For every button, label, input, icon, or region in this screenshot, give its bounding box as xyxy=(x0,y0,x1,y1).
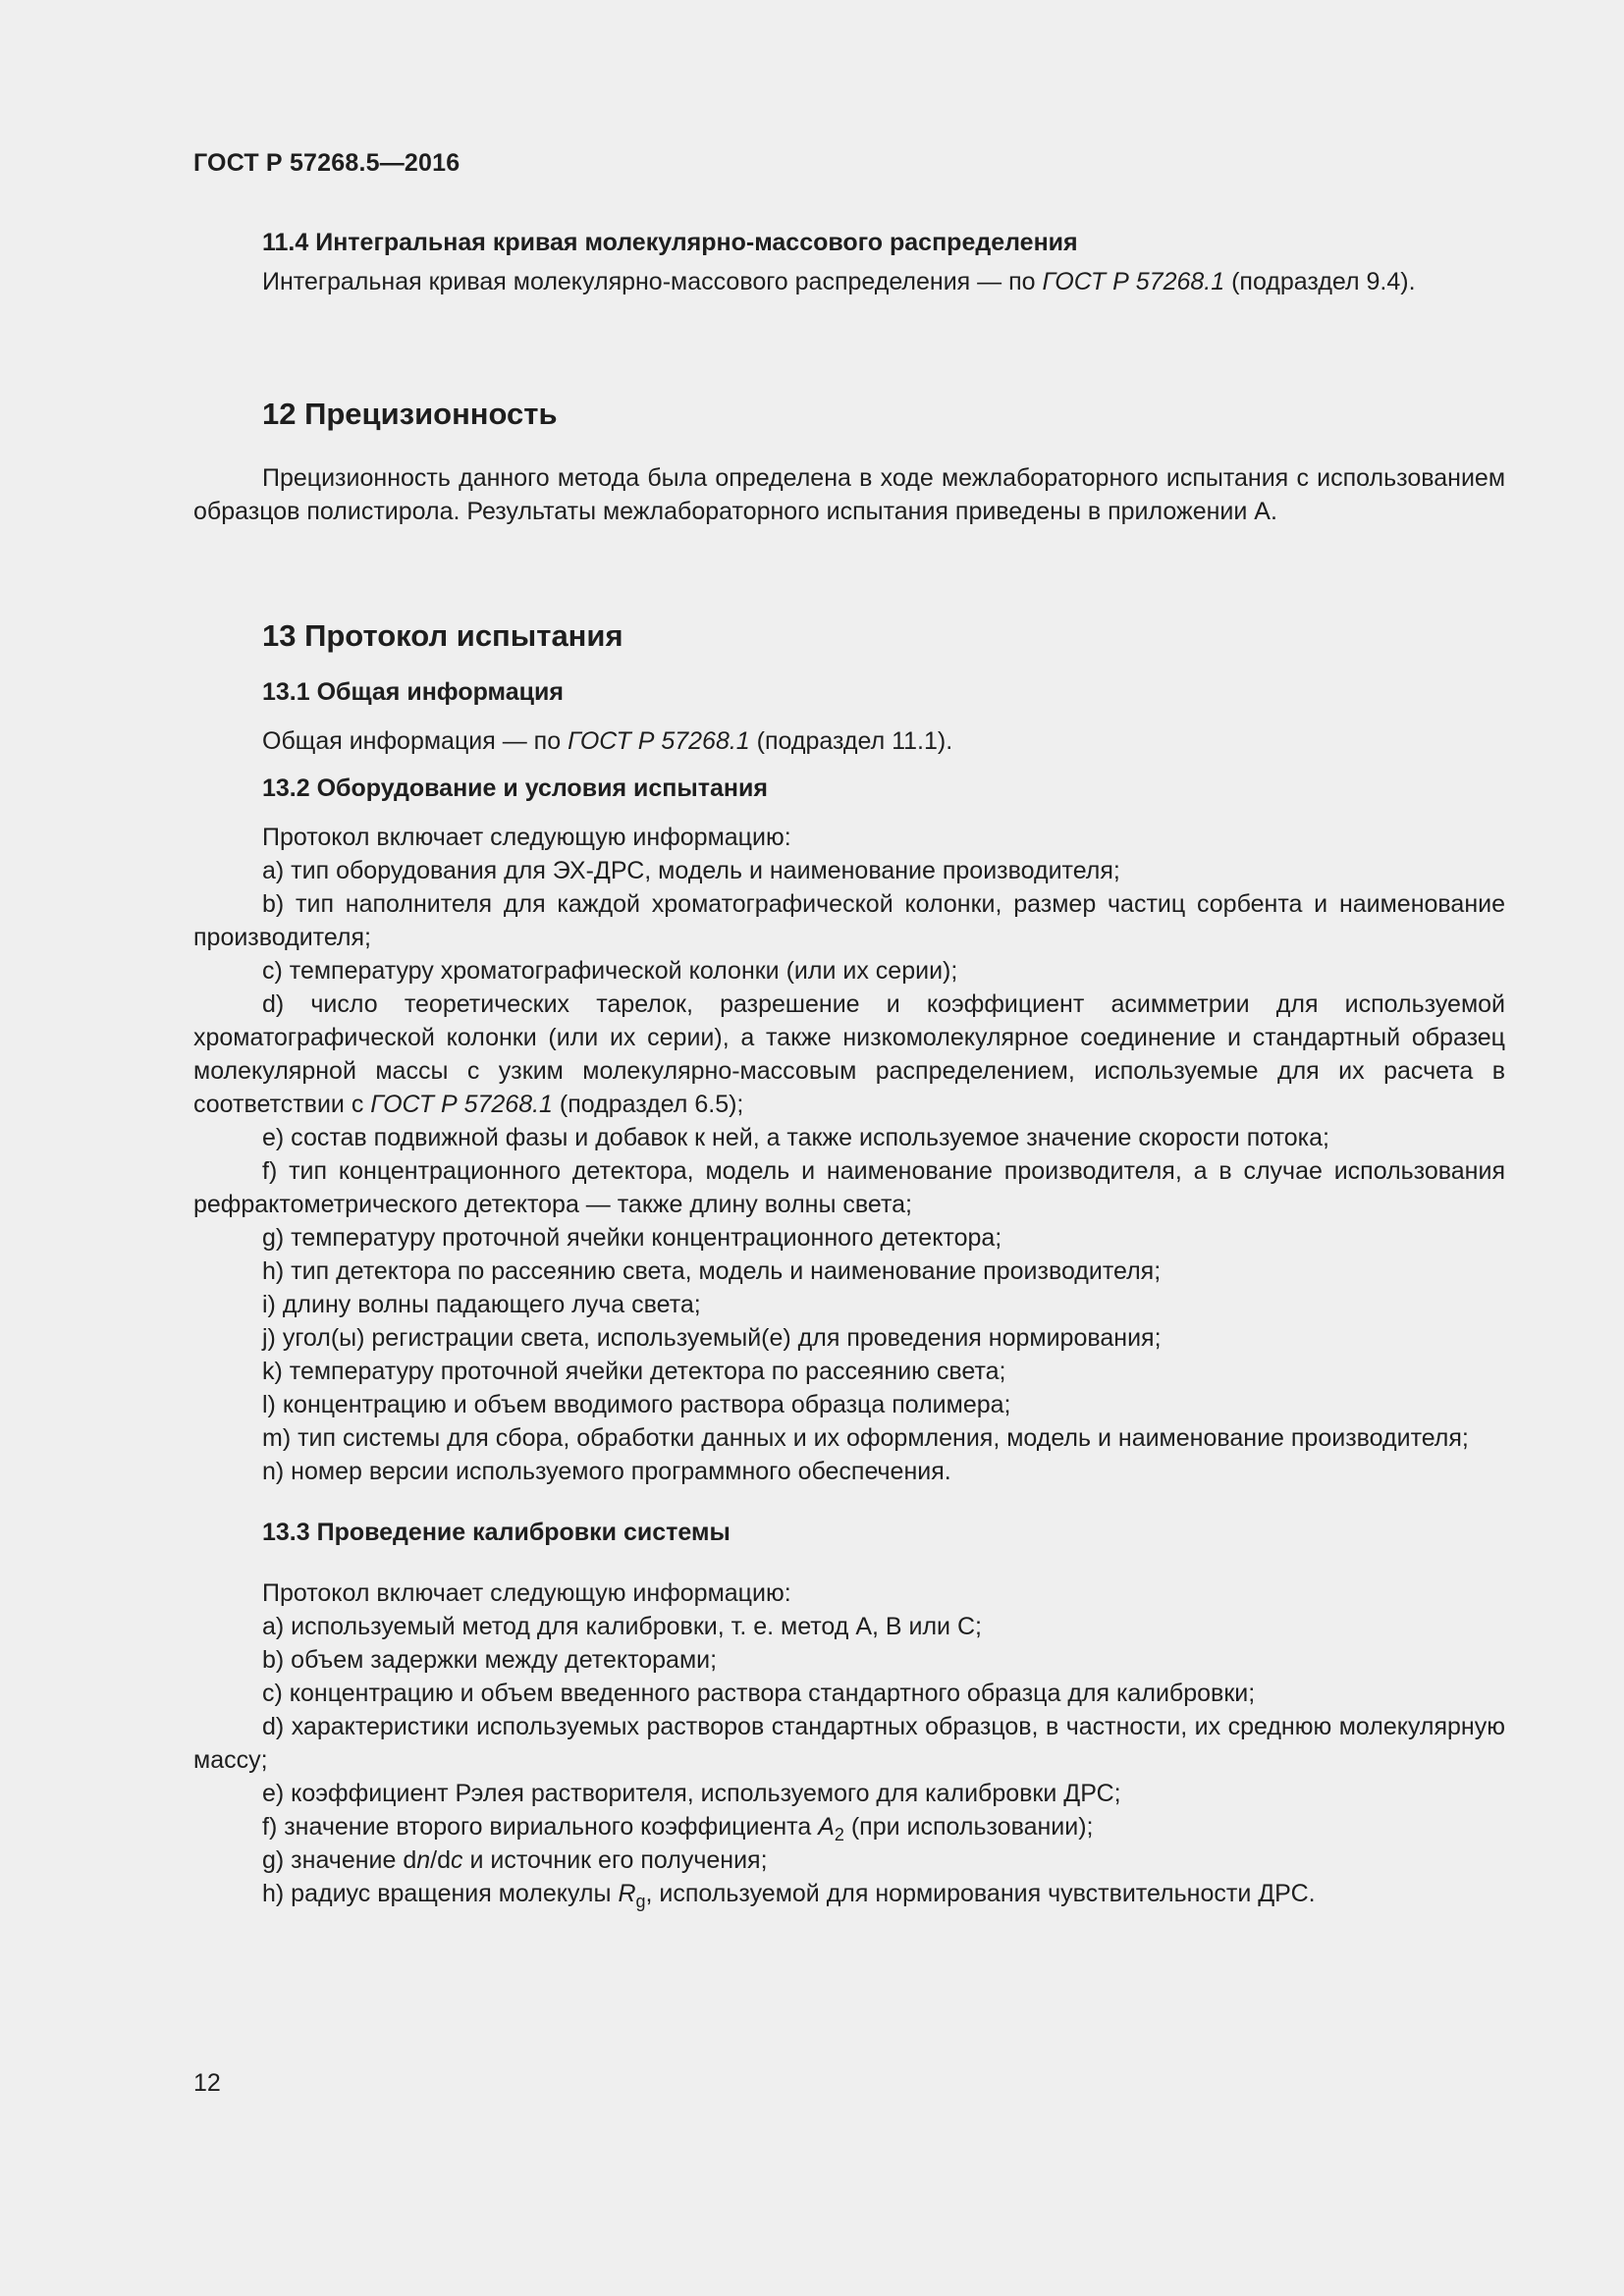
item-list xyxy=(193,821,1505,1488)
list-item: n) номер версии используемого программного обеспечения. xyxy=(262,1458,951,1485)
list-item: b) объем задержки между детекторами; xyxy=(262,1646,718,1674)
list-intro: Протокол включает следующую информацию: xyxy=(262,824,791,851)
list-item: l) концентрацию и объем вводимого раствора образца полимера; xyxy=(262,1391,1011,1418)
subsection-heading: 13.3 Проведение калибровки системы xyxy=(262,1519,731,1546)
text: Интегральная кривая молекулярно-массового распределения — по xyxy=(262,268,1043,295)
list-item: a) тип оборудования для ЭХ-ДРС, модель и наименование производителя; xyxy=(262,857,1120,884)
standard-reference: ГОСТ Р 57268.1 xyxy=(1042,268,1225,295)
text: g) значение d xyxy=(262,1846,417,1874)
subscript: 2 xyxy=(834,1825,844,1844)
list-item xyxy=(193,1810,1505,1843)
paragraph: Прецизионность данного метода была определена в ходе межлабораторного испытания с использованием образцов полистирола. Результаты межлабораторного испытания приведены в приложении А. xyxy=(193,464,1505,525)
text: (подраздел 9.4). xyxy=(1224,268,1416,295)
text: и источник его получения; xyxy=(462,1846,768,1874)
item-list xyxy=(193,1576,1505,1910)
symbol: c xyxy=(451,1846,463,1874)
subsection-heading: 13.1 Общая информация xyxy=(262,678,564,706)
section-heading: 13 Протокол испытания xyxy=(262,618,623,653)
list-item: i) длину волны падающего луча света; xyxy=(262,1291,701,1318)
list-item: c) температуру хроматографической колонки (или их серии); xyxy=(262,957,958,985)
list-item: d) характеристики используемых растворов стандартных образцов, в частности, их среднюю молекулярную массу; xyxy=(193,1713,1505,1774)
list-intro: Протокол включает следующую информацию: xyxy=(262,1579,791,1607)
list-item: k) температуру проточной ячейки детектора по рассеянию света; xyxy=(262,1358,1006,1385)
symbol: n xyxy=(416,1846,431,1874)
standard-reference: ГОСТ Р 57268.1 xyxy=(370,1091,553,1118)
text: (подраздел 6.5); xyxy=(552,1091,744,1118)
paragraph xyxy=(193,724,1505,758)
list-item: h) тип детектора по рассеянию света, модель и наименование производителя; xyxy=(262,1257,1162,1285)
text: (при использовании); xyxy=(843,1813,1094,1841)
list-item: e) коэффициент Рэлея растворителя, используемого для калибровки ДРС; xyxy=(262,1780,1121,1807)
text: (подраздел 11.1). xyxy=(749,727,953,755)
text: h) радиус вращения молекулы xyxy=(262,1880,619,1907)
subsection-heading: 13.2 Оборудование и условия испытания xyxy=(262,774,768,802)
page-number: 12 xyxy=(193,2069,221,2097)
section-heading: 11.4 Интегральная кривая молекулярно-массового распределения xyxy=(262,229,1078,256)
text: /d xyxy=(430,1846,452,1874)
symbol: A xyxy=(818,1813,835,1841)
list-item: g) температуру проточной ячейки концентрационного детектора; xyxy=(262,1224,1002,1252)
list-item: b) тип наполнителя для каждой хроматографической колонки, размер частиц сорбента и наименование производителя; xyxy=(193,890,1505,951)
subscript: g xyxy=(635,1892,646,1911)
list-item: e) состав подвижной фазы и добавок к ней, а также используемое значение скорости потока; xyxy=(262,1124,1329,1151)
section-heading: 12 Прецизионность xyxy=(262,397,558,431)
text: Общая информация — по xyxy=(262,727,568,755)
list-item: m) тип системы для сбора, обработки данных и их оформления, модель и наименование производителя; xyxy=(262,1424,1469,1452)
document-header: ГОСТ Р 57268.5—2016 xyxy=(193,149,460,177)
text: d) число теоретических тарелок, разрешение и коэффициент асимметрии для используемой хроматографической колонки (или их серии), а также низкомолекулярное соединение и стандартный образец молекулярной массы с узким молекулярно-массовым распределением, используемые для их расчета в соответствии с xyxy=(193,990,1505,1118)
text: f) значение второго вириального коэффициента xyxy=(262,1813,819,1841)
standard-reference: ГОСТ Р 57268.1 xyxy=(568,727,750,755)
section-13 xyxy=(193,616,1505,1910)
section-12 xyxy=(193,395,1505,528)
list-item xyxy=(193,1843,1505,1877)
list-item: c) концентрацию и объем введенного раствора стандартного образца для калибровки; xyxy=(262,1680,1256,1707)
list-item: f) тип концентрационного детектора, модель и наименование производителя, а в случае использования рефрактометрического детектора — также длину волны света; xyxy=(193,1157,1505,1218)
text: , используемой для нормирования чувствительности ДРС. xyxy=(645,1880,1316,1907)
list-item xyxy=(193,988,1505,1121)
list-item: j) угол(ы) регистрации света, используемый(е) для проведения нормирования; xyxy=(262,1324,1162,1352)
paragraph xyxy=(193,265,1505,298)
list-item: a) используемый метод для калибровки, т. е. метод А, В или С; xyxy=(262,1613,982,1640)
symbol: R xyxy=(618,1880,636,1907)
list-item xyxy=(193,1877,1505,1910)
section-11-4 xyxy=(193,226,1505,298)
